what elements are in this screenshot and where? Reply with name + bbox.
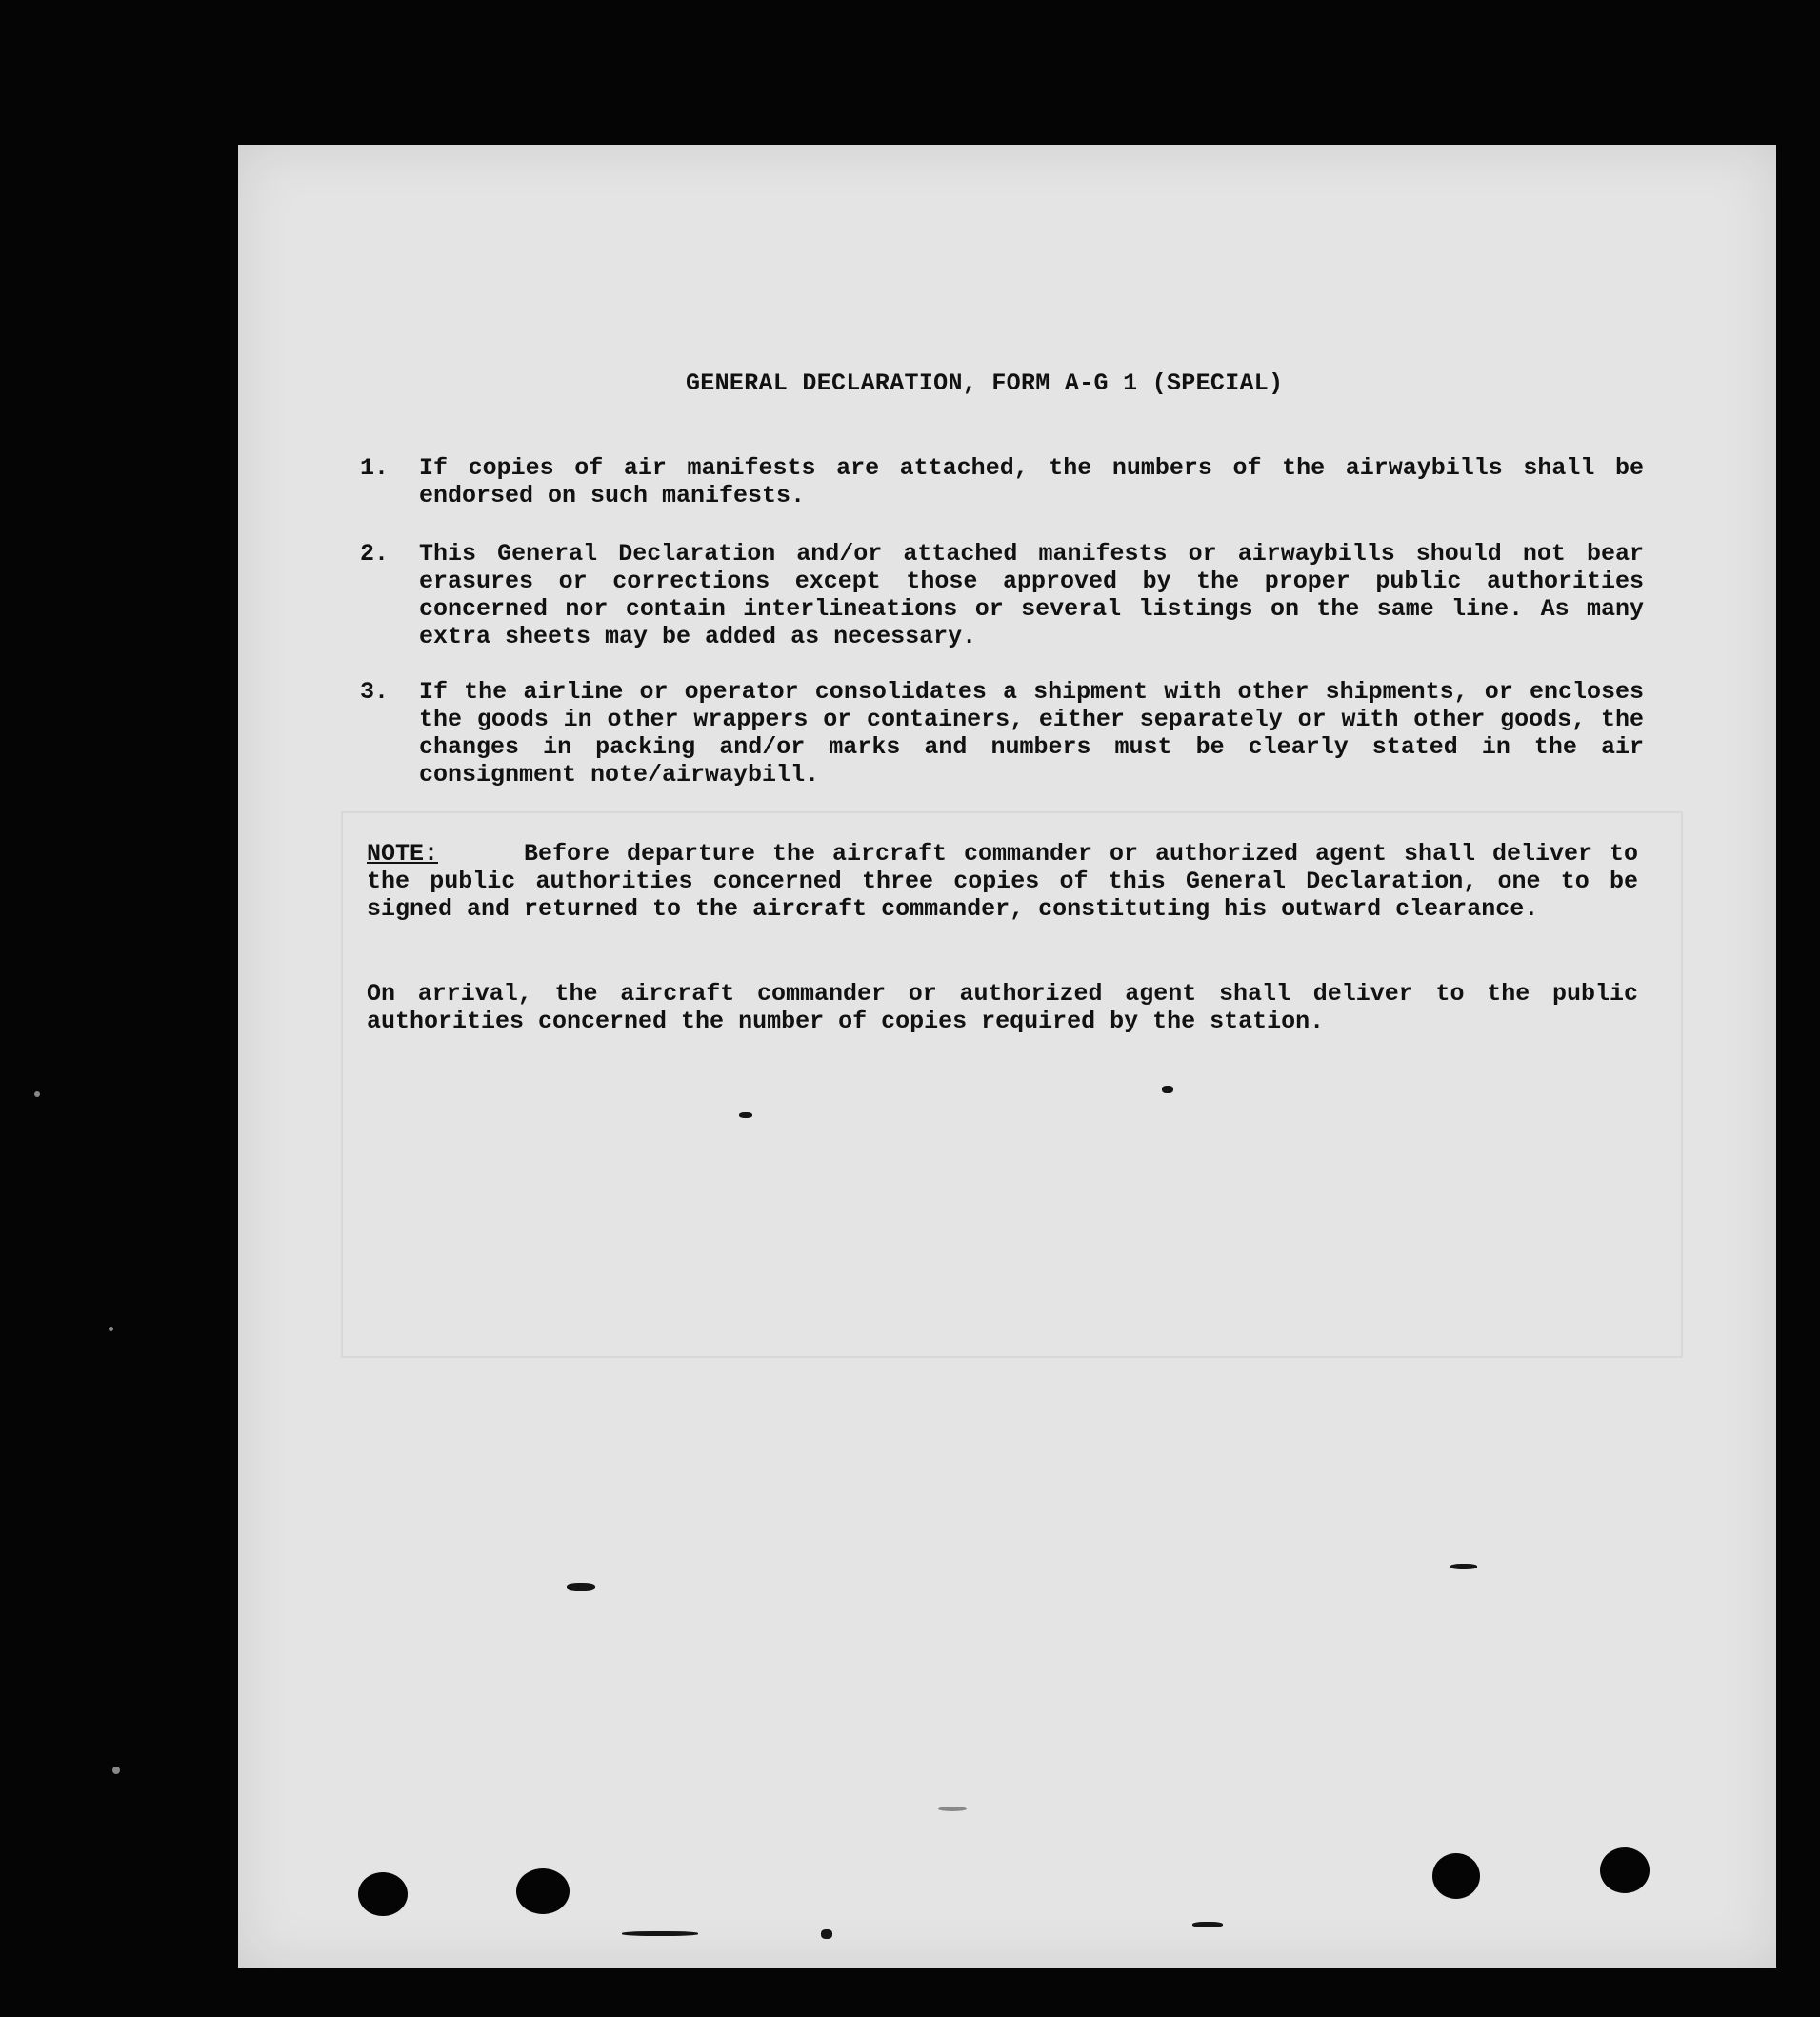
- dust-mark: [112, 1767, 120, 1774]
- punch-hole: [358, 1872, 408, 1916]
- page-title: GENERAL DECLARATION, FORM A-G 1 (SPECIAL): [686, 369, 1284, 397]
- note-paragraph: [367, 840, 1638, 923]
- item-text: If copies of air manifests are attached, the numbers of the airwaybills shall be endorsed on such manifests.: [419, 454, 1644, 509]
- item-number: 2.: [360, 540, 390, 568]
- item-text: This General Declaration and/or attached manifests or airwaybills should not bear erasures or corrections except those approved by the proper public authorities concerned nor contain interlineations or several listings on the same line. As many extra sheets may be added as necessary.: [419, 540, 1644, 650]
- punch-hole: [1600, 1847, 1650, 1893]
- ink-speck: [622, 1931, 698, 1936]
- instruction-item-3: [360, 678, 1644, 789]
- item-number: 1.: [360, 454, 390, 482]
- dust-mark: [938, 1807, 967, 1811]
- ink-speck: [739, 1112, 752, 1118]
- dust-mark: [109, 1327, 113, 1331]
- punch-hole: [516, 1868, 570, 1914]
- ink-speck: [821, 1929, 832, 1939]
- note-text: Before departure the aircraft commander or authorized agent shall deliver to the public authorities concerned three copies of this General Declaration, one to be signed and returned to the aircraft commander, constituting his outward clearance.: [367, 840, 1639, 923]
- document-page: [238, 145, 1776, 1968]
- item-number: 3.: [360, 678, 390, 706]
- ink-speck: [1162, 1086, 1173, 1093]
- ink-speck: [1450, 1564, 1477, 1569]
- dust-mark: [34, 1091, 40, 1097]
- instruction-item-2: [360, 540, 1644, 650]
- ink-speck: [567, 1583, 595, 1591]
- arrival-paragraph: On arrival, the aircraft commander or authorized agent shall deliver to the public authorities concerned the number of copies required by the station.: [367, 980, 1638, 1035]
- instruction-item-1: [360, 454, 1644, 509]
- punch-hole: [1432, 1853, 1480, 1899]
- item-text: If the airline or operator consolidates a shipment with other shipments, or encloses the goods in other wrappers or containers, either separately or with other goods, the changes in packing and/or marks and numbers must be clearly stated in the air consignment note/airwaybill.: [419, 678, 1644, 789]
- note-label: NOTE:: [367, 840, 439, 868]
- ink-speck: [1192, 1922, 1223, 1927]
